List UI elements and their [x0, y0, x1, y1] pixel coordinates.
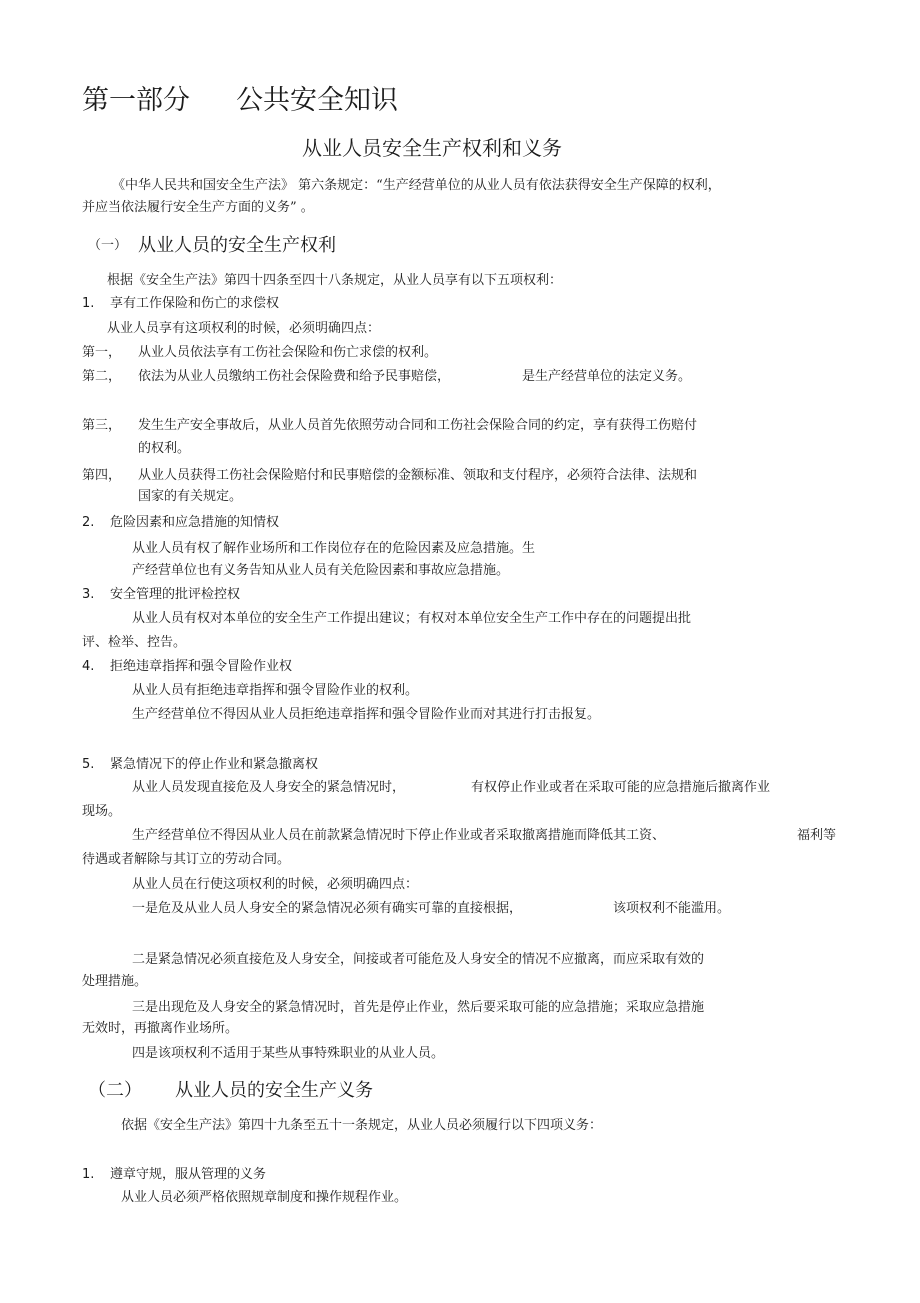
right-5-point-3-line-1: 三是出现危及人身安全的紧急情况时，首先是停止作业，然后要采取可能的应急措施；采取应急措施	[132, 1000, 705, 1015]
right-1-point-3-label: 第三，	[82, 418, 122, 433]
right-3-line-2: 评、检举、控告。	[82, 635, 187, 650]
right-5-point-1-b: 该项权利不能滥用。	[613, 901, 731, 916]
right-1-point-3-line-1: 发生生产安全事故后，从业人员首先依照劳动合同和工伤社会保险合同的约定，享有获得工伤赔付	[138, 418, 698, 433]
right-1-point-2-text-a: 依法为从业人员缴纳工伤社会保险费和给予民事赔偿，	[138, 369, 451, 384]
right-2-number: 2.	[82, 515, 95, 530]
right-5-point-2-line-2: 处理措施。	[82, 974, 148, 989]
part-label: 第一部分	[82, 85, 190, 116]
right-1-point-1-text: 从业人员依法享有工伤社会保险和伤亡求偿的权利。	[138, 345, 438, 360]
rights-section-heading: 从业人员的安全生产权利	[138, 235, 336, 256]
right-3-title: 安全管理的批评检控权	[110, 587, 241, 602]
right-3-number: 3.	[82, 587, 95, 602]
right-5-point-1-a: 一是危及从业人员人身安全的紧急情况必须有确实可靠的直接根据，	[132, 901, 523, 916]
right-1-lead: 从业人员享有这项权利的时候，必须明确四点：	[107, 321, 381, 336]
right-1-title: 享有工作保险和伤亡的求偿权	[110, 296, 280, 311]
duties-section-marker: （二）	[88, 1080, 142, 1101]
duty-1-title: 遵章守规，服从管理的义务	[110, 1167, 267, 1182]
right-1-point-4-line-1: 从业人员获得工伤社会保险赔付和民事赔偿的金额标准、领取和支付程序，必须符合法律、法规和	[138, 468, 698, 483]
document-title: 从业人员安全生产权利和义务	[302, 136, 562, 160]
right-5-point-4: 四是该项权利不适用于某些从事特殊职业的从业人员。	[132, 1046, 445, 1061]
part-title: 公共安全知识	[236, 85, 398, 116]
right-1-point-4-line-2: 国家的有关规定。	[138, 489, 243, 504]
right-1-point-2-text-b: 是生产经营单位的法定义务。	[522, 369, 692, 384]
intro-line-1: 《中华人民共和国安全生产法》 第六条规定：“生产经营单位的从业人员有依法获得安全生产保障的权利，	[112, 178, 721, 193]
right-5-p2-text-b: 福利等	[797, 828, 837, 843]
right-4-line-2: 生产经营单位不得因从业人员拒绝违章指挥和强令冒险作业而对其进行打击报复。	[132, 707, 601, 722]
right-1-point-1-label: 第一，	[82, 345, 122, 360]
right-4-title: 拒绝违章指挥和强令冒险作业权	[110, 659, 293, 674]
right-4-line-1: 从业人员有拒绝违章指挥和强令冒险作业的权利。	[132, 683, 419, 698]
right-5-lead: 从业人员在行使这项权利的时候，必须明确四点：	[132, 877, 419, 892]
duties-section-heading: 从业人员的安全生产义务	[175, 1080, 373, 1101]
right-5-p1-text-c: 现场。	[82, 804, 122, 819]
duty-1-line: 从业人员必须严格依照规章制度和操作规程作业。	[121, 1190, 408, 1205]
right-5-number: 5.	[82, 757, 95, 772]
right-4-number: 4.	[82, 659, 95, 674]
right-3-line-1: 从业人员有权对本单位的安全生产工作提出建议；有权对本单位安全生产工作中存在的问题提出批	[132, 611, 692, 626]
right-1-point-4-label: 第四，	[82, 468, 122, 483]
right-5-point-2-line-1: 二是紧急情况必须直接危及人身安全，间接或者可能危及人身安全的情况不应撤离，而应采取有效的	[132, 952, 705, 967]
right-5-title: 紧急情况下的停止作业和紧急撤离权	[110, 757, 319, 772]
right-1-point-2-label: 第二，	[82, 369, 122, 384]
right-5-p2-text-a: 生产经营单位不得因从业人员在前款紧急情况时下停止作业或者采取撤离措施而降低其工资、	[132, 828, 666, 843]
right-5-p2-text-c: 待遇或者解除与其订立的劳动合同。	[82, 852, 291, 867]
right-5-p1-text-b: 有权停止作业或者在采取可能的应急措施后撤离作业	[471, 780, 771, 795]
right-5-p1-text-a: 从业人员发现直接危及人身安全的紧急情况时，	[132, 780, 406, 795]
right-5-point-3-line-2: 无效时，再撤离作业场所。	[82, 1021, 239, 1036]
right-2-line-1: 从业人员有权了解作业场所和工作岗位存在的危险因素及应急措施。生	[132, 541, 536, 556]
right-1-point-3-line-2: 的权利。	[138, 441, 191, 456]
duty-1-number: 1.	[82, 1167, 95, 1182]
duties-intro: 依据《安全生产法》第四十九条至五十一条规定，从业人员必须履行以下四项义务：	[121, 1118, 603, 1133]
right-2-line-2: 产经营单位也有义务告知从业人员有关危险因素和事故应急措施。	[132, 563, 510, 578]
right-1-number: 1.	[82, 296, 95, 311]
rights-intro: 根据《安全生产法》第四十四条至四十八条规定，从业人员享有以下五项权利：	[107, 273, 563, 288]
intro-line-2: 并应当依法履行安全生产方面的义务” 。	[82, 200, 314, 215]
right-2-title: 危险因素和应急措施的知情权	[110, 515, 280, 530]
rights-section-marker: （一）	[88, 238, 128, 253]
